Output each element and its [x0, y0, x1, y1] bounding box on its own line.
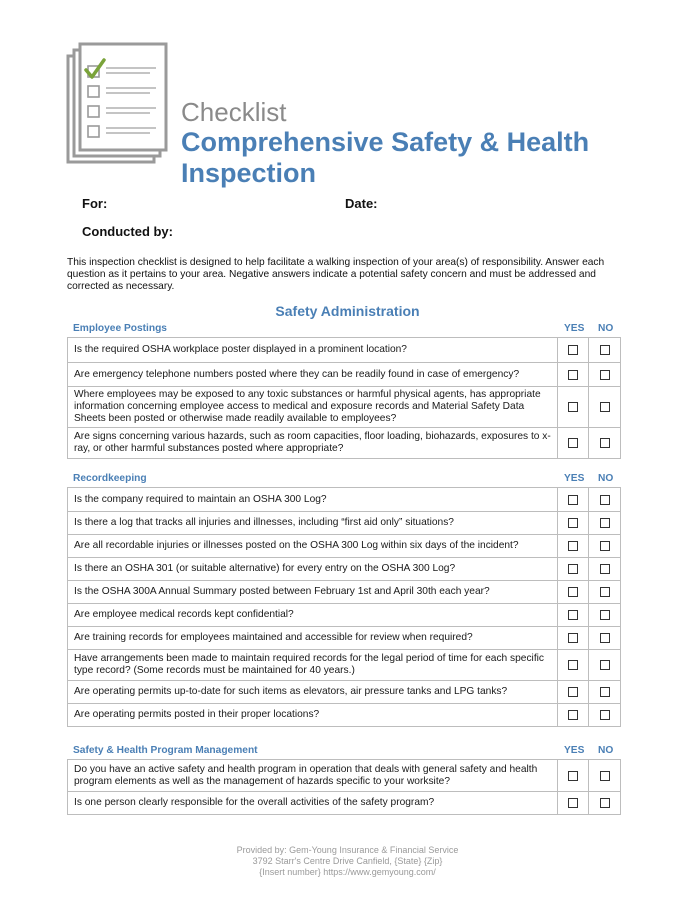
no-checkbox[interactable] [600, 771, 610, 781]
yes-checkbox[interactable] [568, 798, 578, 808]
table-row [68, 488, 620, 511]
question-text: Are training records for employees maintained and accessible for review when required? [68, 627, 558, 649]
no-checkbox[interactable] [600, 402, 610, 412]
table-row [68, 338, 620, 362]
no-checkbox[interactable] [600, 438, 610, 448]
yes-checkbox[interactable] [568, 660, 578, 670]
question-text: Have arrangements been made to maintain required records for the legal period of time for each specific type record? (Some records must be maintained for 40 years.) [68, 650, 558, 680]
group-header [67, 743, 621, 759]
group-program-management [67, 743, 621, 815]
no-checkbox[interactable] [600, 587, 610, 597]
question-text: Are emergency telephone numbers posted where they can be readily found in case of emergency? [68, 363, 558, 386]
no-column-header: NO [598, 323, 614, 334]
no-column-header: NO [598, 745, 614, 756]
yes-column-header: YES [564, 323, 585, 334]
table-row [68, 626, 620, 649]
yes-checkbox[interactable] [568, 345, 578, 355]
table-row [68, 791, 620, 814]
no-checkbox[interactable] [600, 610, 610, 620]
intro-text: This inspection checklist is designed to help facilitate a walking inspection of your area(s) of responsibility. Answer each question as it pertains to your area. Negative answers indicate a potential safety concern and must be addressed and corrected as necessary. [67, 257, 605, 292]
group-recordkeeping [67, 471, 621, 727]
question-text: Is there a log that tracks all injuries and illnesses, including “first aid only” situations? [68, 512, 558, 534]
no-checkbox[interactable] [600, 518, 610, 528]
footer-address: 3792 Starr's Centre Drive Canfield, {State} {Zip} [252, 856, 443, 866]
title-block [181, 97, 651, 189]
table-row [68, 603, 620, 626]
yes-checkbox[interactable] [568, 610, 578, 620]
yes-checkbox[interactable] [568, 402, 578, 412]
no-checkbox[interactable] [600, 660, 610, 670]
table-row [68, 680, 620, 703]
yes-checkbox[interactable] [568, 771, 578, 781]
checklist-logo-icon [66, 42, 168, 166]
question-text: Where employees may be exposed to any toxic substances or harmful physical agents, has appropriate information concerning employee access to medical and exposure records and Material Safety Data Sheets been posted or otherwise made readily available to employees? [68, 387, 558, 427]
yes-checkbox[interactable] [568, 370, 578, 380]
no-checkbox[interactable] [600, 541, 610, 551]
group-header [67, 321, 621, 337]
conducted-by-label: Conducted by: [82, 224, 173, 239]
footer-contact: {Insert number} https://www.gemyoung.com/ [259, 867, 436, 877]
table-row [68, 580, 620, 603]
question-text: Are signs concerning various hazards, such as room capacities, floor loading, biohazards, exposures to x-ray, or other harmful substances posted where appropriate? [68, 428, 558, 458]
category-title: Recordkeeping [73, 473, 147, 484]
for-label: For: [82, 196, 108, 211]
question-text: Is the OSHA 300A Annual Summary posted between February 1st and April 30th each year? [68, 581, 558, 603]
no-checkbox[interactable] [600, 798, 610, 808]
category-title: Employee Postings [73, 323, 167, 334]
no-column-header: NO [598, 473, 614, 484]
question-text: Are employee medical records kept confidential? [68, 604, 558, 626]
yes-checkbox[interactable] [568, 633, 578, 643]
no-checkbox[interactable] [600, 495, 610, 505]
table-row [68, 649, 620, 680]
yes-checkbox[interactable] [568, 564, 578, 574]
no-checkbox[interactable] [600, 564, 610, 574]
yes-checkbox[interactable] [568, 587, 578, 597]
question-text: Is there an OSHA 301 (or suitable alternative) for every entry on the OSHA 300 Log? [68, 558, 558, 580]
table-row [68, 362, 620, 386]
yes-column-header: YES [564, 745, 585, 756]
no-checkbox[interactable] [600, 345, 610, 355]
title-small: Checklist [181, 97, 287, 127]
yes-checkbox[interactable] [568, 438, 578, 448]
yes-checkbox[interactable] [568, 518, 578, 528]
yes-checkbox[interactable] [568, 687, 578, 697]
question-text: Are operating permits posted in their proper locations? [68, 704, 558, 726]
yes-checkbox[interactable] [568, 710, 578, 720]
table-row [68, 557, 620, 580]
question-text: Is one person clearly responsible for the overall activities of the safety program? [68, 792, 558, 814]
question-text: Do you have an active safety and health program in operation that deals with general safety and health program elements as well as the management of hazards specific to your worksite? [68, 760, 558, 791]
table-row [68, 534, 620, 557]
table-row [68, 760, 620, 791]
question-text: Are operating permits up-to-date for such items as elevators, air pressure tanks and LPG tanks? [68, 681, 558, 703]
question-text: Is the required OSHA workplace poster displayed in a prominent location? [68, 338, 558, 362]
group-header [67, 471, 621, 487]
no-checkbox[interactable] [600, 710, 610, 720]
table-row [68, 427, 620, 458]
footer [0, 845, 695, 878]
table-row [68, 386, 620, 427]
no-checkbox[interactable] [600, 370, 610, 380]
page-title: Comprehensive Safety & Health Inspection [181, 127, 590, 188]
question-text: Are all recordable injuries or illnesses posted on the OSHA 300 Log within six days of the incident? [68, 535, 558, 557]
category-title: Safety & Health Program Management [73, 745, 258, 756]
table-row [68, 703, 620, 726]
table-row [68, 511, 620, 534]
group-employee-postings [67, 321, 621, 459]
no-checkbox[interactable] [600, 633, 610, 643]
yes-checkbox[interactable] [568, 541, 578, 551]
date-label: Date: [345, 196, 378, 211]
section-title: Safety Administration [275, 303, 420, 319]
no-checkbox[interactable] [600, 687, 610, 697]
yes-checkbox[interactable] [568, 495, 578, 505]
yes-column-header: YES [564, 473, 585, 484]
footer-provider: Provided by: Gem-Young Insurance & Financial Service [236, 845, 459, 855]
question-text: Is the company required to maintain an OSHA 300 Log? [68, 488, 558, 511]
